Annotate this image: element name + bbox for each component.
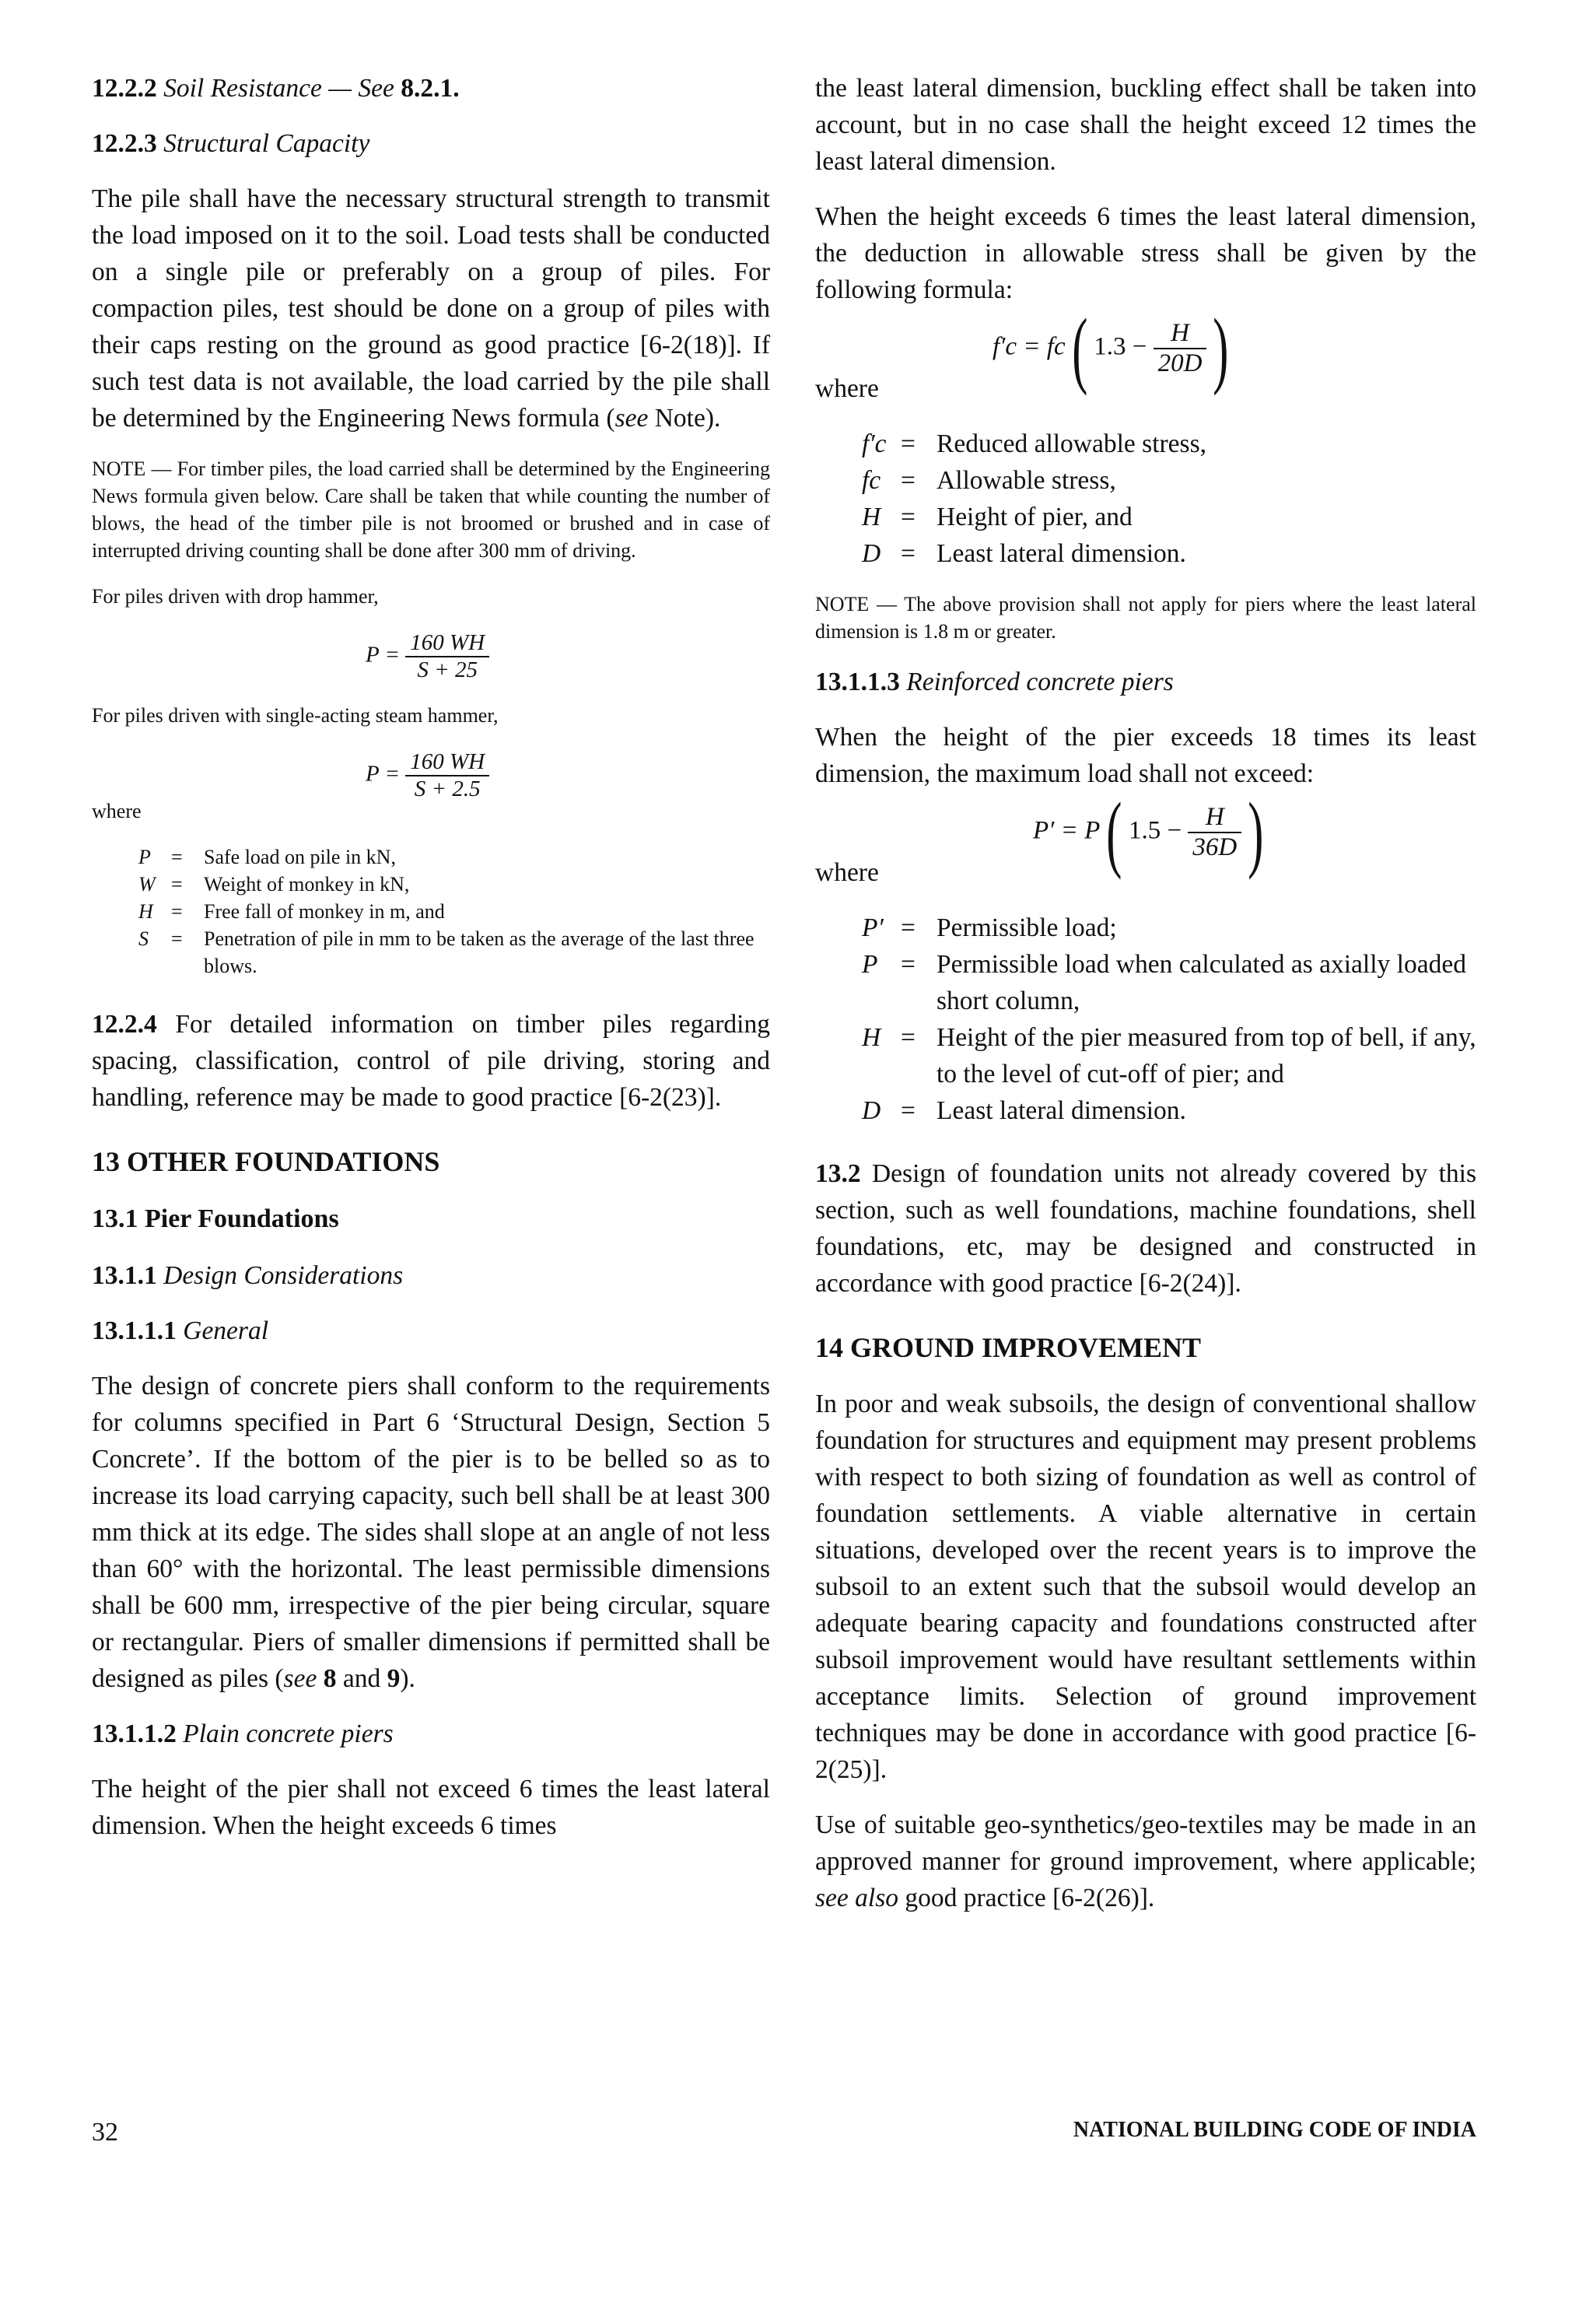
heading-title: Structural Capacity bbox=[163, 129, 370, 158]
definition-row: D = Least lateral dimension. bbox=[862, 539, 1186, 568]
formula-denominator: 20D bbox=[1157, 349, 1203, 377]
formula-numerator: 160 WH bbox=[405, 630, 489, 657]
paragraph-12-2-4: 12.2.4 For detailed information on timber piles regarding spacing, classification, control of pile driving, storing and handling, reference may be made to good practice [6-2(23)]. bbox=[92, 1010, 770, 1112]
definition-row: H = Height of the pier measured from top of bell, if any, to the level of cut-off of pier; and bbox=[862, 1023, 1476, 1088]
heading-number: 12.2.3 bbox=[92, 129, 157, 158]
formula-denominator: 36D bbox=[1192, 833, 1238, 861]
symbol-definitions-stress bbox=[862, 426, 1476, 572]
section-13-title: 13 OTHER FOUNDATIONS bbox=[92, 1146, 440, 1177]
section-13-1-title: 13.1 Pier Foundations bbox=[92, 1204, 339, 1233]
formula-numerator: 160 WH bbox=[405, 749, 489, 776]
definition-row: H = Height of pier, and bbox=[862, 503, 1133, 531]
paragraph-ground-improvement: In poor and weak subsoils, the design of conventional shallow foundation for structures and equipment may present problems with respect to both sizing of foundation as well as control of foundation settlements. A viable alternative in certain situations, developed over the recent years is to improve the subsoil to an extent such that the subsoil would develop an adequate bearing capacity and foundations constructed after subsoil improvement would have resultant settlements within acceptance limits. Selection of ground improvement techniques may be done in accordance with good practice [6-2(25)]. bbox=[815, 1390, 1476, 1784]
paragraph-structural-capacity: The pile shall have the necessary structural strength to transmit the load imposed on it to the soil. Load tests shall be conducted on a single pile or preferably on a group of piles. For compaction piles, test should be done on a group of piles with their caps resting on the ground as good practice [6-2(18)]. If such test data is not available, the load carried by the pile shall be determined by the Engineering News formula (see Note). bbox=[92, 184, 770, 433]
paragraph-general: The design of concrete piers shall conform to the requirements for columns specified in Part 6 ‘Structural Design, Section 5 Concrete’. If the bottom of the pier is to be belled so as to increase its load carrying capacity, such bell shall be at least 300 mm thick at its edge. The sides shall slope at an angle of not less than 60° with the horizontal. The least permissible dimensions shall be 600 mm, irrespective of the pier being circular, square or rectangular. Piers of smaller dimensions if permitted shall be designed as piles (see 8 and 9). bbox=[92, 1372, 770, 1693]
heading-12-2-3 bbox=[92, 125, 770, 162]
left-column bbox=[92, 70, 770, 1844]
definition-row: fc = Allowable stress, bbox=[862, 466, 1116, 495]
where-label: where bbox=[815, 374, 879, 403]
drop-hammer-label: For piles driven with drop hammer, bbox=[92, 585, 379, 608]
heading-13-1-1: 13.1.1 Design Considerations bbox=[92, 1261, 404, 1290]
definition-row: D = Least lateral dimension. bbox=[862, 1096, 1186, 1125]
heading-ref: 8.2.1. bbox=[401, 74, 460, 103]
where-label: where bbox=[92, 800, 142, 822]
definition-row: H = Free fall of monkey in m, and bbox=[138, 900, 445, 923]
heading-12-2-2 bbox=[92, 70, 770, 107]
paragraph-continuation: the least lateral dimension, buckling effect shall be taken into account, but in no case shall the height exceed 12 times the least lateral dimension. bbox=[815, 74, 1476, 176]
heading-13-1-1-2: 13.1.1.2 Plain concrete piers bbox=[92, 1719, 394, 1748]
definition-row: P′ = Permissible load; bbox=[862, 913, 1117, 942]
paragraph-plain-concrete: The height of the pier shall not exceed 6 times the least lateral dimension. When the height exceeds 6 times bbox=[92, 1775, 770, 1840]
definition-row: P = Permissible load when calculated as axially loaded short column, bbox=[862, 950, 1466, 1015]
where-label: where bbox=[815, 858, 879, 887]
formula-drop-hammer bbox=[366, 630, 770, 683]
note-timber-piles: NOTE — For timber piles, the load carried shall be determined by the Engineering News formula given below. Care shall be taken that while counting the number of blows, the head of the timber pile is not broomed or brushed and in case of interrupted driving counting shall be done after 300 mm of driving. bbox=[92, 457, 770, 562]
formula-constant: 1.5 − bbox=[1128, 816, 1182, 845]
formula-denominator: S + 2.5 bbox=[414, 776, 481, 801]
formula-lhs: P = bbox=[366, 642, 401, 668]
formula-reduced-stress: f′c = fc( 1.3 − $\frac{H}{20D}$ ) bbox=[993, 301, 1229, 396]
definition-row: P = Safe load on pile in kN, bbox=[138, 846, 396, 868]
paragraph-geo-synthetics: Use of suitable geo-synthetics/geo-textiles may be made in an approved manner for ground improvement, where applicable; see also good practice [6-2(26)]. bbox=[815, 1810, 1476, 1912]
formula-numerator: H bbox=[1188, 803, 1241, 833]
paragraph-deduction: When the height exceeds 6 times the least lateral dimension, the deduction in allowable stress shall be given by the following formula: bbox=[815, 202, 1476, 304]
symbol-definitions bbox=[138, 843, 770, 980]
formula-lhs: P′ = P bbox=[1033, 816, 1101, 845]
formula-permissible-load: P′ = P( 1.5 − $\frac{H}{36D}$ ) bbox=[1033, 785, 1264, 880]
definition-row: S = Penetration of pile in mm to be taken as the average of the last three blows. bbox=[138, 927, 754, 977]
formula-constant: 1.3 − bbox=[1094, 332, 1147, 361]
heading-title: Soil Resistance — See bbox=[163, 74, 394, 103]
definition-row: f′c = Reduced allowable stress, bbox=[862, 429, 1206, 458]
formula-lhs: f′c = fc bbox=[993, 332, 1066, 361]
heading-13-1-1-1: 13.1.1.1 General bbox=[92, 1316, 269, 1345]
paragraph-reinforced: When the height of the pier exceeds 18 times its least dimension, the maximum load shall not exceed: bbox=[815, 723, 1476, 788]
footer-title: NATIONAL BUILDING CODE OF INDIA bbox=[1073, 2118, 1476, 2142]
formula-denominator: S + 25 bbox=[417, 657, 478, 682]
formula-steam-hammer bbox=[366, 749, 770, 802]
steam-hammer-label: For piles driven with single-acting steam hammer, bbox=[92, 704, 499, 727]
formula-lhs: P = bbox=[366, 761, 401, 787]
note-piers: NOTE — The above provision shall not apply for piers where the least lateral dimension is 1.8 m or greater. bbox=[815, 593, 1476, 643]
right-column bbox=[815, 70, 1476, 1916]
formula-numerator: H bbox=[1154, 319, 1207, 349]
heading-13-1-1-3: 13.1.1.3 Reinforced concrete piers bbox=[815, 668, 1174, 696]
heading-number: 12.2.2 bbox=[92, 74, 157, 103]
paragraph-13-2: 13.2 Design of foundation units not already covered by this section, such as well foundations, machine foundations, shell foundations, etc, may be designed and constructed in accordance with good practice [6-2(24)]. bbox=[815, 1159, 1477, 1298]
symbol-definitions-load bbox=[862, 910, 1476, 1129]
definition-row: W = Weight of monkey in kN, bbox=[138, 873, 410, 896]
page-number: 32 bbox=[92, 2118, 118, 2147]
section-14-title: 14 GROUND IMPROVEMENT bbox=[815, 1332, 1201, 1363]
